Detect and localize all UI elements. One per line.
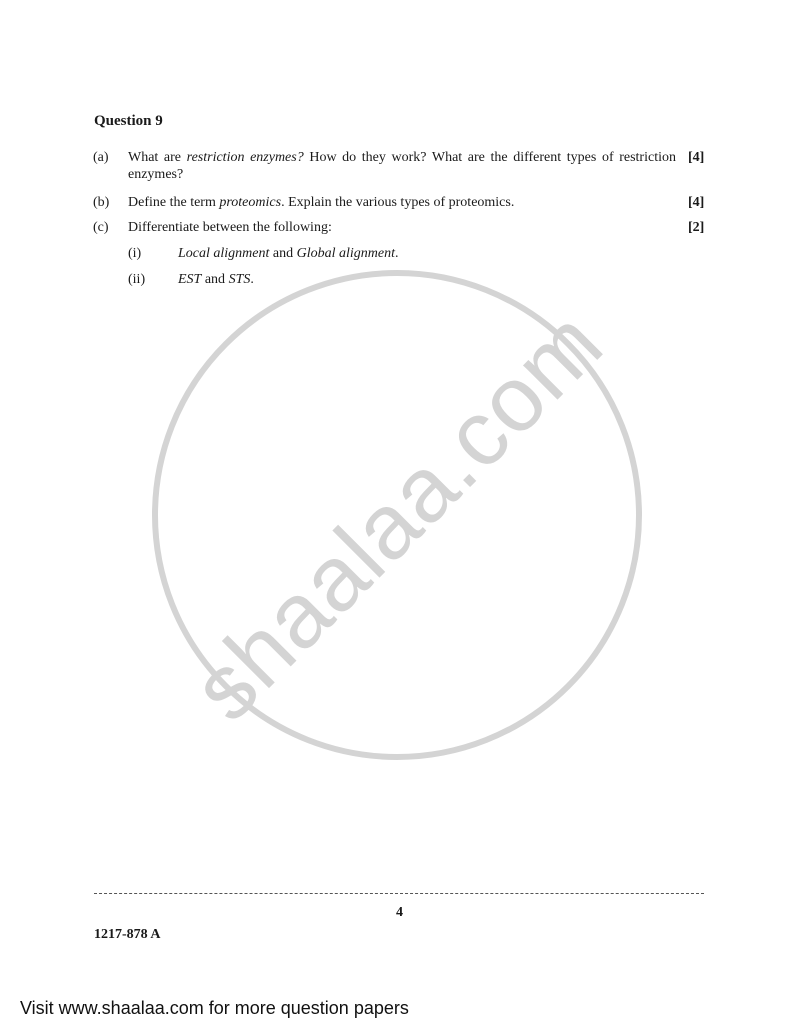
- paper-code: 1217-878 A: [94, 927, 161, 942]
- subpart-label: (i): [128, 246, 142, 261]
- part-marks: [2]: [688, 220, 705, 235]
- footer-divider: [94, 893, 704, 894]
- page-number: 4: [396, 905, 403, 920]
- part-label: (a): [93, 150, 109, 165]
- part-marks: [4]: [688, 195, 705, 210]
- subpart-label: (ii): [128, 272, 146, 287]
- subpart-text: EST and STS.: [178, 272, 254, 287]
- visit-website-link[interactable]: Visit www.shaalaa.com for more question papers: [20, 998, 409, 1018]
- subpart-text: Local alignment and Global alignment.: [178, 246, 399, 261]
- question-title: Question 9: [94, 113, 163, 129]
- part-label: (c): [93, 220, 109, 235]
- part-marks: [4]: [688, 150, 705, 165]
- part-label: (b): [93, 195, 110, 210]
- part-text: Differentiate between the following:: [128, 220, 332, 235]
- part-text: What are restriction enzymes? How do they work? What are the different types of restriction enzymes?: [128, 150, 676, 182]
- watermark-text: shaalaa.com: [173, 291, 623, 741]
- part-text: Define the term proteomics. Explain the various types of proteomics.: [128, 195, 515, 210]
